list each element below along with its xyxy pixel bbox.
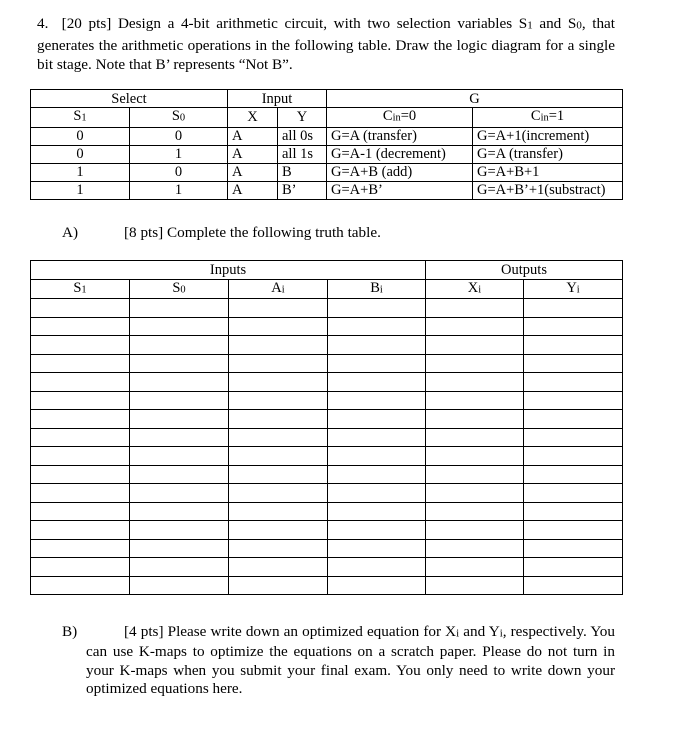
xi-cell[interactable] <box>426 484 524 503</box>
table-row <box>31 317 623 336</box>
bi-cell[interactable] <box>328 558 426 577</box>
ai-cell[interactable] <box>229 299 328 318</box>
bi-cell[interactable] <box>328 576 426 595</box>
yi-cell[interactable] <box>524 391 623 410</box>
s0-cell[interactable] <box>130 317 229 336</box>
yi-cell[interactable] <box>524 447 623 466</box>
cin0-cell: G=A+B (add) <box>327 163 473 181</box>
s1-cell[interactable] <box>31 428 130 447</box>
table-row <box>31 521 623 540</box>
question-number: 4. <box>37 15 49 32</box>
s1-cell[interactable] <box>31 447 130 466</box>
op-table-group-header <box>31 90 623 108</box>
table-row <box>31 127 623 145</box>
s0-cell: 1 <box>130 181 228 199</box>
g-header: G <box>327 90 623 108</box>
ai-cell[interactable] <box>229 336 328 355</box>
s0-header: S0 <box>130 108 228 128</box>
truth-table-col-header <box>31 279 623 299</box>
inputs-header: Inputs <box>31 261 426 280</box>
s0-cell[interactable] <box>130 558 229 577</box>
s0-cell: 1 <box>130 145 228 163</box>
cin1-header: Cin=1 <box>473 108 623 128</box>
yi-cell[interactable] <box>524 428 623 447</box>
bi-cell[interactable] <box>328 539 426 558</box>
s1-cell[interactable] <box>31 539 130 558</box>
ai-cell[interactable] <box>229 539 328 558</box>
cin0-header: Cin=0 <box>327 108 473 128</box>
table-row <box>31 465 623 484</box>
ai-cell[interactable] <box>229 354 328 373</box>
part-b-label: B) <box>62 623 78 640</box>
s0-cell[interactable] <box>130 391 229 410</box>
table-row <box>31 447 623 466</box>
table-row <box>31 299 623 318</box>
s0-cell[interactable] <box>130 576 229 595</box>
cin1-cell: G=A+B’+1(substract) <box>473 181 623 199</box>
bi-cell[interactable] <box>328 410 426 429</box>
table-row <box>31 410 623 429</box>
x-cell: A <box>228 181 278 199</box>
y-header: Y <box>278 108 327 128</box>
xi-cell[interactable] <box>426 373 524 392</box>
s0-cell[interactable] <box>130 428 229 447</box>
bi-cell[interactable] <box>328 391 426 410</box>
table-row <box>31 391 623 410</box>
yi-cell[interactable] <box>524 558 623 577</box>
ai-cell[interactable] <box>229 558 328 577</box>
table-row <box>31 354 623 373</box>
cin1-cell: G=A+B+1 <box>473 163 623 181</box>
s1-cell[interactable] <box>31 410 130 429</box>
y-cell: all 0s <box>278 127 327 145</box>
s1-cell: 0 <box>31 127 130 145</box>
s1-cell[interactable] <box>31 336 130 355</box>
ai-cell[interactable] <box>229 521 328 540</box>
bi-header: Bi <box>328 279 426 299</box>
xi-cell[interactable] <box>426 539 524 558</box>
s1-cell[interactable] <box>31 521 130 540</box>
s1-cell[interactable] <box>31 558 130 577</box>
question-points: [20 pts] <box>61 15 112 32</box>
yi-cell[interactable] <box>524 539 623 558</box>
s1-cell: 1 <box>31 163 130 181</box>
ai-cell[interactable] <box>229 465 328 484</box>
ai-header: Ai <box>229 279 328 299</box>
xi-cell[interactable] <box>426 465 524 484</box>
truth-table-body <box>31 299 623 595</box>
yi-cell[interactable] <box>524 299 623 318</box>
table-row <box>31 145 623 163</box>
ai-cell[interactable] <box>229 447 328 466</box>
table-row <box>31 428 623 447</box>
part-a-label: A) <box>62 224 79 241</box>
x-cell: A <box>228 145 278 163</box>
x-cell: A <box>228 127 278 145</box>
cin0-cell: G=A-1 (decrement) <box>327 145 473 163</box>
s1-cell: 0 <box>31 145 130 163</box>
ai-cell[interactable] <box>229 484 328 503</box>
op-table-col-header <box>31 108 623 128</box>
s1-cell[interactable] <box>31 391 130 410</box>
bi-cell[interactable] <box>328 502 426 521</box>
s0-cell[interactable] <box>130 336 229 355</box>
xi-cell[interactable] <box>426 558 524 577</box>
xi-cell[interactable] <box>426 317 524 336</box>
s1-cell[interactable] <box>31 484 130 503</box>
y-cell: all 1s <box>278 145 327 163</box>
s0-cell: 0 <box>130 163 228 181</box>
s1-header: S1 <box>31 108 130 128</box>
xi-cell[interactable] <box>426 410 524 429</box>
cin0-cell: G=A+B’ <box>327 181 473 199</box>
yi-cell[interactable] <box>524 410 623 429</box>
table-row <box>31 558 623 577</box>
select-header: Select <box>31 90 228 108</box>
cin1-cell: G=A+1(increment) <box>473 127 623 145</box>
s0-cell[interactable] <box>130 354 229 373</box>
yi-cell[interactable] <box>524 576 623 595</box>
s1-cell[interactable] <box>31 502 130 521</box>
yi-cell[interactable] <box>524 484 623 503</box>
xi-cell[interactable] <box>426 299 524 318</box>
x-cell: A <box>228 163 278 181</box>
table-row <box>31 576 623 595</box>
bi-cell[interactable] <box>328 521 426 540</box>
yi-cell[interactable] <box>524 521 623 540</box>
s1-cell: 1 <box>31 181 130 199</box>
bi-cell[interactable] <box>328 465 426 484</box>
question-prompt: 4. [20 pts] Design a 4-bit arithmetic circuit, with two selection variables S1 and S0, that generates the arithmetic operations in the following table. Draw the logic diagram for a single bit stage. Note that B’ represents “Not B”. <box>37 15 616 73</box>
xi-cell[interactable] <box>426 521 524 540</box>
cin0-cell: G=A (transfer) <box>327 127 473 145</box>
bi-cell[interactable] <box>328 354 426 373</box>
table-row <box>31 181 623 199</box>
table-row <box>31 539 623 558</box>
xi-cell[interactable] <box>426 336 524 355</box>
bi-cell[interactable] <box>328 484 426 503</box>
s0-cell[interactable] <box>130 373 229 392</box>
yi-cell[interactable] <box>524 373 623 392</box>
bi-cell[interactable] <box>328 447 426 466</box>
yi-cell[interactable] <box>524 502 623 521</box>
bi-cell[interactable] <box>328 317 426 336</box>
part-a-instruction: [8 pts] Complete the following truth table. <box>124 224 381 241</box>
s0-cell[interactable] <box>130 447 229 466</box>
yi-cell[interactable] <box>524 317 623 336</box>
cin1-cell: G=A (transfer) <box>473 145 623 163</box>
s1-cell[interactable] <box>31 317 130 336</box>
s1-cell[interactable] <box>31 373 130 392</box>
y-cell: B’ <box>278 181 327 199</box>
outputs-header: Outputs <box>426 261 623 280</box>
xi-cell[interactable] <box>426 428 524 447</box>
input-header: Input <box>228 90 327 108</box>
s0-cell[interactable] <box>130 539 229 558</box>
xi-cell[interactable] <box>426 447 524 466</box>
table-row <box>31 163 623 181</box>
s0-header: S0 <box>130 279 229 299</box>
operations-table <box>30 89 623 200</box>
table-row <box>31 502 623 521</box>
xi-header: Xi <box>426 279 524 299</box>
s0-cell[interactable] <box>130 465 229 484</box>
s1-cell[interactable] <box>31 576 130 595</box>
ai-cell[interactable] <box>229 502 328 521</box>
ai-cell[interactable] <box>229 391 328 410</box>
ai-cell[interactable] <box>229 576 328 595</box>
s0-cell[interactable] <box>130 299 229 318</box>
y-cell: B <box>278 163 327 181</box>
yi-cell[interactable] <box>524 465 623 484</box>
bi-cell[interactable] <box>328 299 426 318</box>
s1-header: S1 <box>31 279 130 299</box>
table-row <box>31 373 623 392</box>
s1-cell[interactable] <box>31 299 130 318</box>
yi-cell[interactable] <box>524 354 623 373</box>
xi-cell[interactable] <box>426 502 524 521</box>
s1-cell[interactable] <box>31 354 130 373</box>
xi-cell[interactable] <box>426 354 524 373</box>
s0-cell[interactable] <box>130 484 229 503</box>
s0-cell: 0 <box>130 127 228 145</box>
ai-cell[interactable] <box>229 410 328 429</box>
truth-table-group-header <box>31 261 623 280</box>
part-b-instruction: [4 pts] Please write down an optimized equation for Xi and Yi, respectively. You can use K-maps to optimize the equations on a scratch paper. Please do not turn in your K-maps when you submit your final exam. You only need to write down your optimized equations here. <box>86 623 615 698</box>
table-row <box>31 484 623 503</box>
xi-cell[interactable] <box>426 391 524 410</box>
table-row <box>31 336 623 355</box>
yi-cell[interactable] <box>524 336 623 355</box>
xi-cell[interactable] <box>426 576 524 595</box>
ai-cell[interactable] <box>229 317 328 336</box>
yi-header: Yi <box>524 279 623 299</box>
ai-cell[interactable] <box>229 373 328 392</box>
s0-cell[interactable] <box>130 502 229 521</box>
bi-cell[interactable] <box>328 373 426 392</box>
s1-cell[interactable] <box>31 465 130 484</box>
bi-cell[interactable] <box>328 428 426 447</box>
s0-cell[interactable] <box>130 410 229 429</box>
x-header: X <box>228 108 278 128</box>
s0-cell[interactable] <box>130 521 229 540</box>
bi-cell[interactable] <box>328 336 426 355</box>
truth-table <box>30 260 623 595</box>
ai-cell[interactable] <box>229 428 328 447</box>
